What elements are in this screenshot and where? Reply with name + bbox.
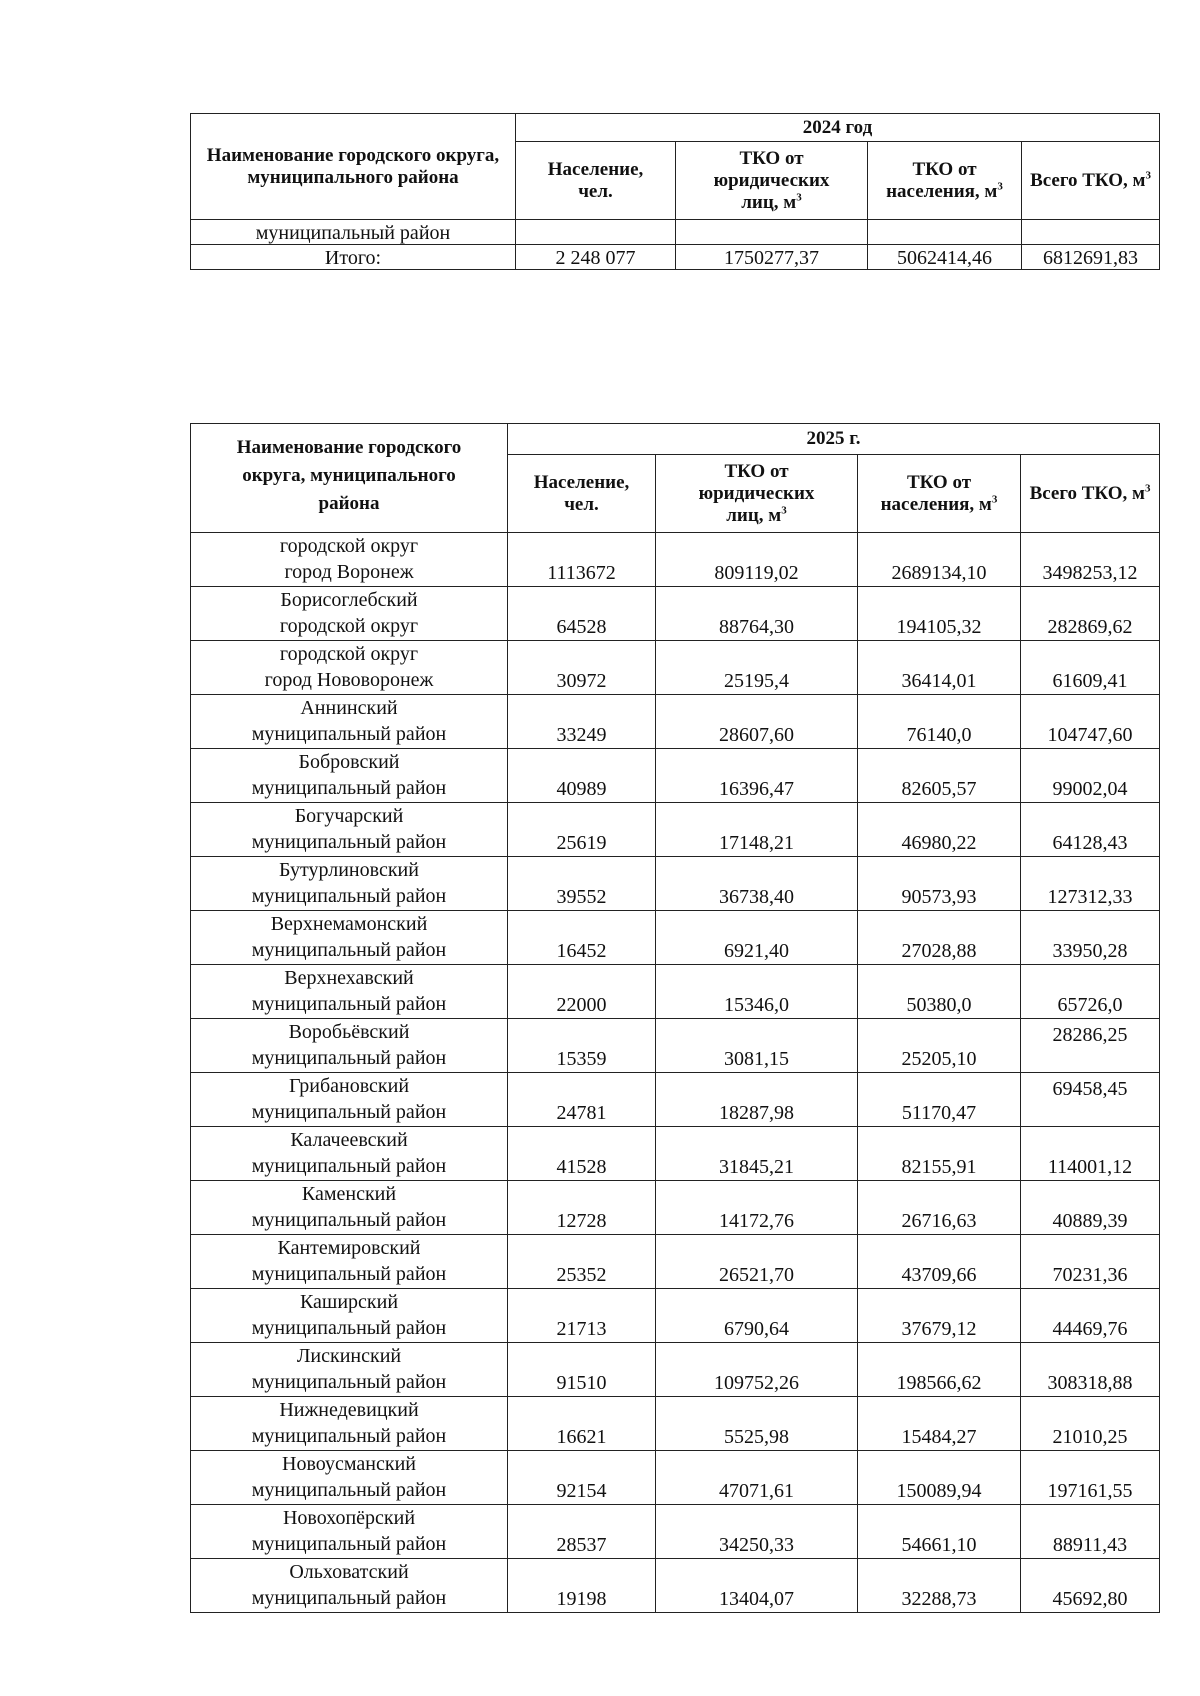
cell-name-line1: Каширский <box>299 1291 399 1313</box>
table-row <box>191 1505 1160 1559</box>
cell-name-line2: город Нововоронеж <box>264 669 434 691</box>
col-header-name: Наименование городского округа, муниципального района <box>191 424 508 533</box>
cell-population: 19198 <box>508 1559 656 1613</box>
table-row <box>191 587 1160 641</box>
cell-name: Итого: <box>191 245 516 270</box>
col-header-population: Население, чел. <box>508 455 656 533</box>
cell-tko-total: 308318,88 <box>1021 1343 1160 1397</box>
cell-population: 25352 <box>508 1235 656 1289</box>
cell-name-line1: Лискинский <box>296 1345 402 1367</box>
cell-name-line2: муниципальный район <box>251 723 447 745</box>
cell-tko-population: 25205,10 <box>858 1019 1021 1073</box>
col-header-tko-legal: ТКО от юридических лиц, $м^3$ <box>676 142 868 220</box>
cell-tko-total: 44469,76 <box>1021 1289 1160 1343</box>
cell-tko-total: 28286,25 <box>1021 1019 1160 1073</box>
cell-tko-legal: 1750277,37 <box>676 245 868 270</box>
cell-name-line1: Каменский <box>301 1183 397 1205</box>
cell-name <box>191 803 508 857</box>
cell-tko-total: 21010,25 <box>1021 1397 1160 1451</box>
cell-tko-legal: 36738,40 <box>656 857 858 911</box>
cell-tko-total: 104747,60 <box>1021 695 1160 749</box>
cell-tko-population: 27028,88 <box>858 911 1021 965</box>
table-row <box>191 1559 1160 1613</box>
cell-name <box>191 1181 508 1235</box>
cell-name-line1: Верхнемамонский <box>270 913 428 935</box>
table-row <box>191 1397 1160 1451</box>
col-header-tko-population: ТКО от населения, $м^3$ <box>868 142 1022 220</box>
cell-population: 16621 <box>508 1397 656 1451</box>
cell-name <box>191 641 508 695</box>
cell-tko-legal: 14172,76 <box>656 1181 858 1235</box>
cell-population: 64528 <box>508 587 656 641</box>
cell-tko-population: 82155,91 <box>858 1127 1021 1181</box>
cell-tko-total: 33950,28 <box>1021 911 1160 965</box>
cell-population: 30972 <box>508 641 656 695</box>
cell-name-line2: город Воронеж <box>284 561 414 583</box>
cell-tko-total: 40889,39 <box>1021 1181 1160 1235</box>
cell-name <box>191 1235 508 1289</box>
year-header: 2024 год <box>516 114 1160 142</box>
table-row <box>191 1127 1160 1181</box>
table-2025 <box>190 423 1160 1613</box>
table-row <box>191 220 1160 245</box>
cell-name-line1: Калачеевский <box>290 1129 408 1151</box>
cell-name-line1: Новоусманский <box>282 1453 416 1475</box>
table-row <box>191 1019 1160 1073</box>
cell-population: 33249 <box>508 695 656 749</box>
cell-tko-total <box>1022 220 1160 245</box>
cell-name <box>191 911 508 965</box>
table-row <box>191 1181 1160 1235</box>
cell-name-line2: муниципальный район <box>251 1047 447 1069</box>
cell-tko-total: 3498253,12 <box>1021 533 1160 587</box>
cell-tko-legal: 6921,40 <box>656 911 858 965</box>
cell-tko-total: 70231,36 <box>1021 1235 1160 1289</box>
table-row <box>191 803 1160 857</box>
cell-name: муниципальный район <box>191 220 516 245</box>
cell-tko-legal: 28607,60 <box>656 695 858 749</box>
cell-name <box>191 587 508 641</box>
cell-tko-legal: 3081,15 <box>656 1019 858 1073</box>
cell-tko-population: 43709,66 <box>858 1235 1021 1289</box>
cell-name <box>191 1289 508 1343</box>
cell-name <box>191 857 508 911</box>
cell-tko-total: 61609,41 <box>1021 641 1160 695</box>
table-row <box>191 641 1160 695</box>
cell-name-line1: Кантемировский <box>277 1237 421 1259</box>
col-header-tko-population: ТКО от населения, $м^3$ <box>858 455 1021 533</box>
cell-name-line2: городской округ <box>279 615 419 637</box>
cell-tko-population <box>868 220 1022 245</box>
cell-name-line2: муниципальный район <box>251 1479 447 1501</box>
cell-tko-population: 5062414,46 <box>868 245 1022 270</box>
cell-name <box>191 965 508 1019</box>
cell-population: 25619 <box>508 803 656 857</box>
cell-tko-population: 2689134,10 <box>858 533 1021 587</box>
cell-population: 91510 <box>508 1343 656 1397</box>
table-row <box>191 857 1160 911</box>
cell-name-line2: муниципальный район <box>251 1263 447 1285</box>
col-header-name: Наименование городского округа, муниципального района <box>191 114 516 220</box>
cell-tko-total: 197161,55 <box>1021 1451 1160 1505</box>
cell-tko-total: 127312,33 <box>1021 857 1160 911</box>
cell-name-line2: муниципальный район <box>251 1371 447 1393</box>
cell-population: 39552 <box>508 857 656 911</box>
cell-tko-population: 15484,27 <box>858 1397 1021 1451</box>
cell-tko-population: 36414,01 <box>858 641 1021 695</box>
cell-population: 15359 <box>508 1019 656 1073</box>
cell-tko-population: 150089,94 <box>858 1451 1021 1505</box>
cell-name-line1: Новохопёрский <box>282 1507 416 1529</box>
cell-tko-population: 90573,93 <box>858 857 1021 911</box>
cell-tko-legal: 809119,02 <box>656 533 858 587</box>
cell-name <box>191 1073 508 1127</box>
cell-name-line1: Ольховатский <box>289 1561 409 1583</box>
table-row <box>191 1451 1160 1505</box>
cell-population: 24781 <box>508 1073 656 1127</box>
cell-name <box>191 695 508 749</box>
cell-name-line1: Бутурлиновский <box>279 859 419 881</box>
cell-tko-population: 54661,10 <box>858 1505 1021 1559</box>
cell-tko-population: 194105,32 <box>858 587 1021 641</box>
cell-tko-population: 82605,57 <box>858 749 1021 803</box>
cell-population: 41528 <box>508 1127 656 1181</box>
cell-population <box>516 220 676 245</box>
cell-name-line1: городской округ <box>279 535 419 557</box>
cell-tko-legal: 47071,61 <box>656 1451 858 1505</box>
cell-population: 92154 <box>508 1451 656 1505</box>
cell-tko-legal <box>676 220 868 245</box>
col-header-tko-total: Всего ТКО, $м^3$ <box>1022 142 1160 220</box>
cell-tko-legal: 15346,0 <box>656 965 858 1019</box>
cell-tko-legal: 17148,21 <box>656 803 858 857</box>
cell-name-line1: Борисоглебский <box>280 589 418 611</box>
cell-population: 22000 <box>508 965 656 1019</box>
cell-name <box>191 1343 508 1397</box>
cell-population: 28537 <box>508 1505 656 1559</box>
cell-population: 1113672 <box>508 533 656 587</box>
cell-tko-legal: 25195,4 <box>656 641 858 695</box>
cell-tko-legal: 6790,64 <box>656 1289 858 1343</box>
cell-tko-legal: 13404,07 <box>656 1559 858 1613</box>
cell-tko-total: 88911,43 <box>1021 1505 1160 1559</box>
col-header-tko-total: Всего ТКО, $м^3$ <box>1021 455 1160 533</box>
cell-tko-total: 65726,0 <box>1021 965 1160 1019</box>
cell-tko-population: 76140,0 <box>858 695 1021 749</box>
table-row-total <box>191 245 1160 270</box>
cell-tko-total: 114001,12 <box>1021 1127 1160 1181</box>
cell-population: 40989 <box>508 749 656 803</box>
cell-tko-population: 26716,63 <box>858 1181 1021 1235</box>
year-header: 2025 г. <box>508 424 1160 455</box>
cell-tko-total: 282869,62 <box>1021 587 1160 641</box>
cell-population: 21713 <box>508 1289 656 1343</box>
cell-name <box>191 1397 508 1451</box>
cell-tko-legal: 109752,26 <box>656 1343 858 1397</box>
cell-name-line2: муниципальный район <box>251 1101 447 1123</box>
cell-population: 2 248 077 <box>516 245 676 270</box>
cell-tko-population: 198566,62 <box>858 1343 1021 1397</box>
cell-name-line2: муниципальный район <box>251 1317 447 1339</box>
cell-name-line2: муниципальный район <box>251 1425 447 1447</box>
cell-tko-total: 64128,43 <box>1021 803 1160 857</box>
cell-tko-total: 45692,80 <box>1021 1559 1160 1613</box>
cell-name-line1: Бобровский <box>298 751 400 773</box>
cell-name <box>191 533 508 587</box>
cell-tko-population: 51170,47 <box>858 1073 1021 1127</box>
cell-name <box>191 749 508 803</box>
cell-name-line1: Богучарский <box>294 805 404 827</box>
table-row <box>191 695 1160 749</box>
cell-tko-legal: 5525,98 <box>656 1397 858 1451</box>
cell-tko-population: 37679,12 <box>858 1289 1021 1343</box>
cell-name <box>191 1505 508 1559</box>
table-row <box>191 965 1160 1019</box>
cell-name-line1: городской округ <box>279 643 419 665</box>
cell-tko-population: 50380,0 <box>858 965 1021 1019</box>
cell-name-line2: муниципальный район <box>251 1587 447 1609</box>
cell-tko-legal: 31845,21 <box>656 1127 858 1181</box>
cell-name-line1: Нижнедевицкий <box>279 1399 419 1421</box>
cell-tko-legal: 88764,30 <box>656 587 858 641</box>
cell-name-line2: муниципальный район <box>251 1533 447 1555</box>
cell-name-line1: Воробьёвский <box>288 1021 410 1043</box>
col-header-tko-legal: ТКО от юридических лиц, $м^3$ <box>656 455 858 533</box>
table-row <box>191 1235 1160 1289</box>
cell-name <box>191 1127 508 1181</box>
table-row <box>191 1073 1160 1127</box>
cell-name-line2: муниципальный район <box>251 1155 447 1177</box>
cell-tko-legal: 26521,70 <box>656 1235 858 1289</box>
cell-tko-population: 32288,73 <box>858 1559 1021 1613</box>
cell-name-line2: муниципальный район <box>251 1209 447 1231</box>
table-2024 <box>190 113 1160 270</box>
cell-name <box>191 1019 508 1073</box>
cell-tko-legal: 34250,33 <box>656 1505 858 1559</box>
cell-name <box>191 1559 508 1613</box>
cell-tko-total: 69458,45 <box>1021 1073 1160 1127</box>
col-header-population: Население, чел. <box>516 142 676 220</box>
cell-name-line2: муниципальный район <box>251 831 447 853</box>
cell-population: 12728 <box>508 1181 656 1235</box>
cell-tko-legal: 16396,47 <box>656 749 858 803</box>
cell-population: 16452 <box>508 911 656 965</box>
cell-name <box>191 1451 508 1505</box>
cell-name-line2: муниципальный район <box>251 885 447 907</box>
cell-tko-total: 99002,04 <box>1021 749 1160 803</box>
table-row <box>191 749 1160 803</box>
cell-name-line2: муниципальный район <box>251 939 447 961</box>
table-row <box>191 533 1160 587</box>
table-row <box>191 1289 1160 1343</box>
cell-name-line2: муниципальный район <box>251 777 447 799</box>
table-row <box>191 1343 1160 1397</box>
cell-tko-legal: 18287,98 <box>656 1073 858 1127</box>
cell-name-line1: Верхнехавский <box>284 967 414 989</box>
table-row <box>191 911 1160 965</box>
cell-name-line1: Аннинский <box>300 697 398 719</box>
cell-tko-total: 6812691,83 <box>1022 245 1160 270</box>
cell-name-line1: Грибановский <box>288 1075 410 1097</box>
cell-name-line2: муниципальный район <box>251 993 447 1015</box>
cell-tko-population: 46980,22 <box>858 803 1021 857</box>
